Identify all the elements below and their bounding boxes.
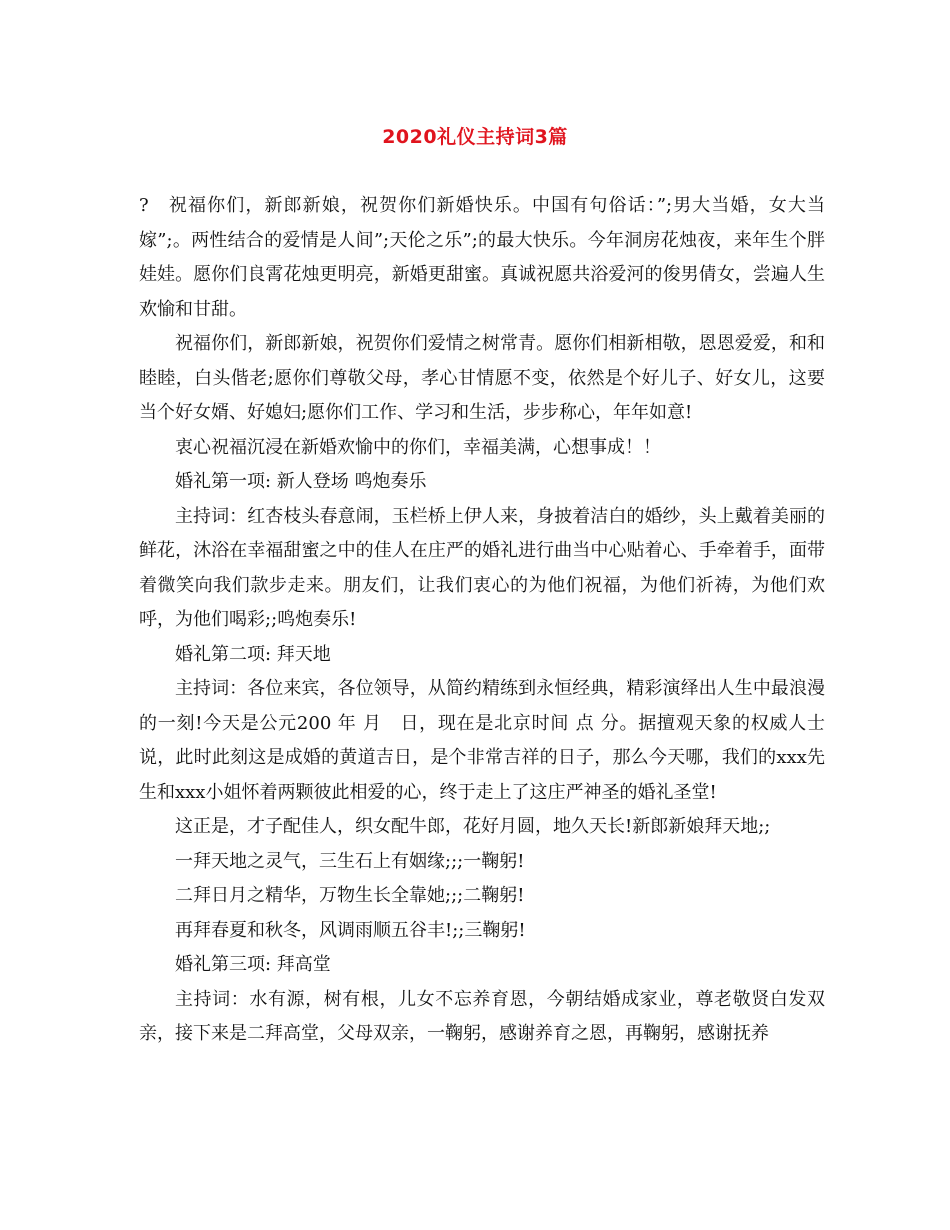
paragraph: 一拜天地之灵气，三生石上有姻缘;;;一鞠躬! bbox=[175, 850, 525, 872]
section-heading: 婚礼第一项: 新人登场 鸣炮奏乐 bbox=[175, 471, 427, 492]
paragraph: 祝福你们，新郎新娘，祝贺你们爱情之树常青。愿你们相新相敬，恩恩爱爱，和和睦睦，白头偕老;愿你们尊敬父母，孝心甘情愿不变，依然是个好儿子、好女儿，这要当个好女婿、好媳妇;愿你们工作、学习和生活，步步称心，年年如意! bbox=[139, 333, 825, 423]
paragraph: 衷心祝福沉浸在新婚欢愉中的你们，幸福美满，心想事成！！ bbox=[175, 436, 661, 458]
paragraph: 再拜春夏和秋冬，风调雨顺五谷丰!;;三鞠躬! bbox=[175, 919, 526, 941]
paragraph: 主持词：红杏枝头春意闹，玉栏桥上伊人来，身披着洁白的婚纱，头上戴着美丽的鲜花，沐浴在幸福甜蜜之中的佳人在庄严的婚礼进行曲当中心贴着心、手牵着手，面带着微笑向我们款步走来。朋友们，让我们衷心的为他们祝福，为他们祈祷，为他们欢呼，为他们喝彩;;鸣炮奏乐! bbox=[139, 505, 825, 630]
paragraph: 二拜日月之精华，万物生长全靠她;;;二鞠躬! bbox=[175, 885, 525, 906]
document-title: 2020礼仪主持词3篇 bbox=[382, 126, 568, 148]
section-heading: 婚礼第二项: 拜天地 bbox=[175, 643, 331, 665]
paragraph: ? 祝福你们，新郎新娘，祝贺你们新婚快乐。中国有句俗话：”;男大当婚，女大当嫁”;。两性结合的爱情是人间”;天伦之乐”;的最大快乐。今年洞房花烛夜，来年生个胖娃娃。愿你们良霄花烛更明亮，新婚更甜蜜。真诚祝愿共浴爱河的俊男倩女，尝遍人生欢愉和甘甜。 bbox=[139, 195, 825, 320]
section-heading: 婚礼第三项: 拜高堂 bbox=[175, 954, 331, 975]
document-body bbox=[139, 189, 825, 1052]
paragraph: 这正是，才子配佳人，织女配牛郎，花好月圆，地久天长!新郎新娘拜天地;; bbox=[175, 816, 771, 837]
paragraph: 主持词：各位来宾，各位领导，从简约精练到永恒经典，精彩演绎出人生中最浪漫的一刻!今天是公元200 年 月 日，现在是北京时间 点 分。据擅观天象的权威人士说，此时此刻这是成婚的黄道吉日，是个非常吉祥的日子，那么今天哪，我们的xxx先生和xxx小姐怀着两颗彼此相爱的心，终于走上了这庄严神圣的婚礼圣堂! bbox=[139, 678, 825, 803]
paragraph: 主持词：水有源，树有根，儿女不忘养育恩，今朝结婚成家业，尊老敬贤白发双亲，接下来是二拜高堂，父母双亲，一鞠躬，感谢养育之恩，再鞠躬，感谢抚养 bbox=[139, 988, 825, 1044]
